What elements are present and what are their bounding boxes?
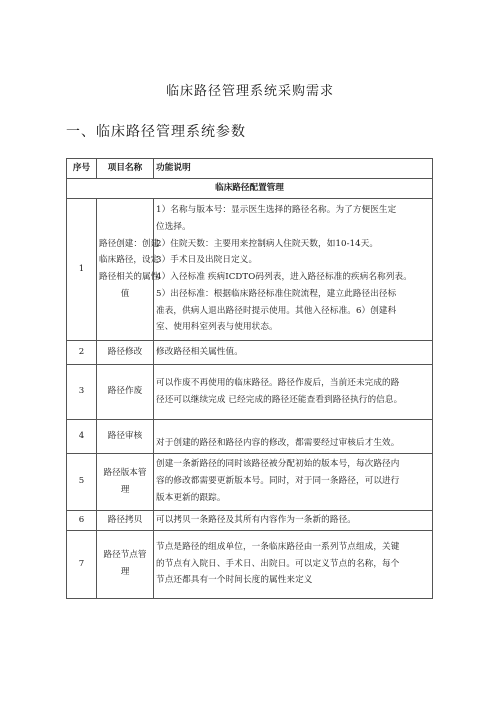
table-row: [67, 510, 433, 530]
row-desc-line: 4）入径标准 疾病ICDTO码列表，进入路径标准的疾病名称列表。: [156, 272, 412, 282]
row-name-line: 理: [120, 567, 130, 577]
header-desc: 功能说明: [154, 159, 433, 179]
row-desc-line: 版本更新的跟踪。: [156, 492, 226, 503]
row-name: 路径审核: [97, 419, 154, 453]
row-desc-line: 容的修改都需要更新版本号。同时，对于同一条路径，可以进行: [156, 476, 400, 487]
row-desc-line: 3）手术日及出院日定义。: [156, 255, 258, 266]
section-heading: 一、临床路径管理系统参数: [66, 124, 246, 140]
row-name: 路径作废: [97, 364, 154, 419]
row-desc: 对于创建的路径和路径内容的修改，都需要经过审核后才生效。: [154, 419, 433, 453]
row-name: 路径拷贝: [97, 510, 154, 530]
row-desc: [154, 364, 433, 419]
row-name-line: 值: [120, 288, 130, 299]
row-desc: [154, 198, 433, 340]
row-desc: 修改路径相关属性值。: [154, 340, 433, 364]
row-desc-line: 可以作废不再使用的临床路径。路径作废后，当前还未完成的路: [156, 377, 400, 388]
document-title: 临床路径管理系统采购需求: [165, 84, 334, 99]
row-desc: [154, 453, 433, 510]
row-name: [97, 453, 154, 510]
row-desc-line: 准表，供病人退出路径时提示使用。其他入径标准。6）创建科: [156, 305, 397, 316]
row-name-line: 路径相关的属性: [99, 272, 160, 282]
row-no: 3: [67, 364, 97, 419]
row-desc-line: 室、使用科室列表与使用状态。: [156, 322, 278, 333]
row-desc-line: 5）出径标准：根据临床路径标准住院流程，建立此路径出径标: [156, 288, 397, 299]
row-desc-line: 创建一条新路径的同时该路径被分配初始的版本号，每次路径内: [156, 459, 400, 470]
group-title: 临床路径配置管理: [67, 178, 433, 198]
spec-table: [66, 158, 433, 599]
row-name-line: 理: [120, 484, 130, 495]
row-desc-line: 的节点有入院日、手术日、出院日。可以定义节点的名称，每个: [156, 558, 400, 569]
row-name: [97, 530, 154, 598]
row-no: 5: [67, 453, 97, 510]
table-row: [67, 340, 433, 364]
row-desc: [154, 530, 433, 598]
header-name: 项目名称: [97, 159, 154, 179]
table-row: [67, 198, 433, 340]
row-name-line: 路径节点管: [103, 550, 147, 561]
row-no: 1: [67, 198, 97, 340]
row-desc-line: 位选择。: [156, 221, 191, 232]
row-no: 4: [67, 419, 97, 453]
row-no: 2: [67, 340, 97, 364]
row-desc-line: 1）名称与版本号：显示医生选择的路径名称。为了方便医生定: [156, 205, 397, 215]
row-desc: 可以拷贝一条路径及其所有内容作为一条新的路径。: [154, 510, 433, 530]
table-row: [67, 364, 433, 419]
row-desc-line: 节点是路径的组成单位，一条临床路径由一系列节点组成，关键: [156, 541, 400, 552]
group-row: [67, 178, 433, 198]
row-desc-line: 径还可以继续完成 已经完成的路径还能查看到路径执行的信息。: [156, 394, 403, 405]
row-desc-line: 节点还都具有一个时间长度的属性来定义: [156, 575, 313, 586]
table-row: [67, 453, 433, 510]
row-name-line: 路径创建：创建: [99, 238, 160, 249]
row-desc-line: 2）住院天数：主要用来控制病人住院天数，如10-14天。: [156, 238, 379, 249]
row-name-line: 路径版本管: [103, 467, 147, 478]
row-name-line: 临床路径，设定: [99, 255, 160, 266]
row-no: 7: [67, 530, 97, 598]
row-name: [97, 198, 160, 340]
row-name: 路径修改: [97, 340, 154, 364]
row-no: 6: [67, 510, 97, 530]
table-row: [67, 419, 433, 453]
table-header-row: [67, 159, 433, 179]
table-row: [67, 530, 433, 598]
header-no: 序号: [67, 159, 97, 179]
